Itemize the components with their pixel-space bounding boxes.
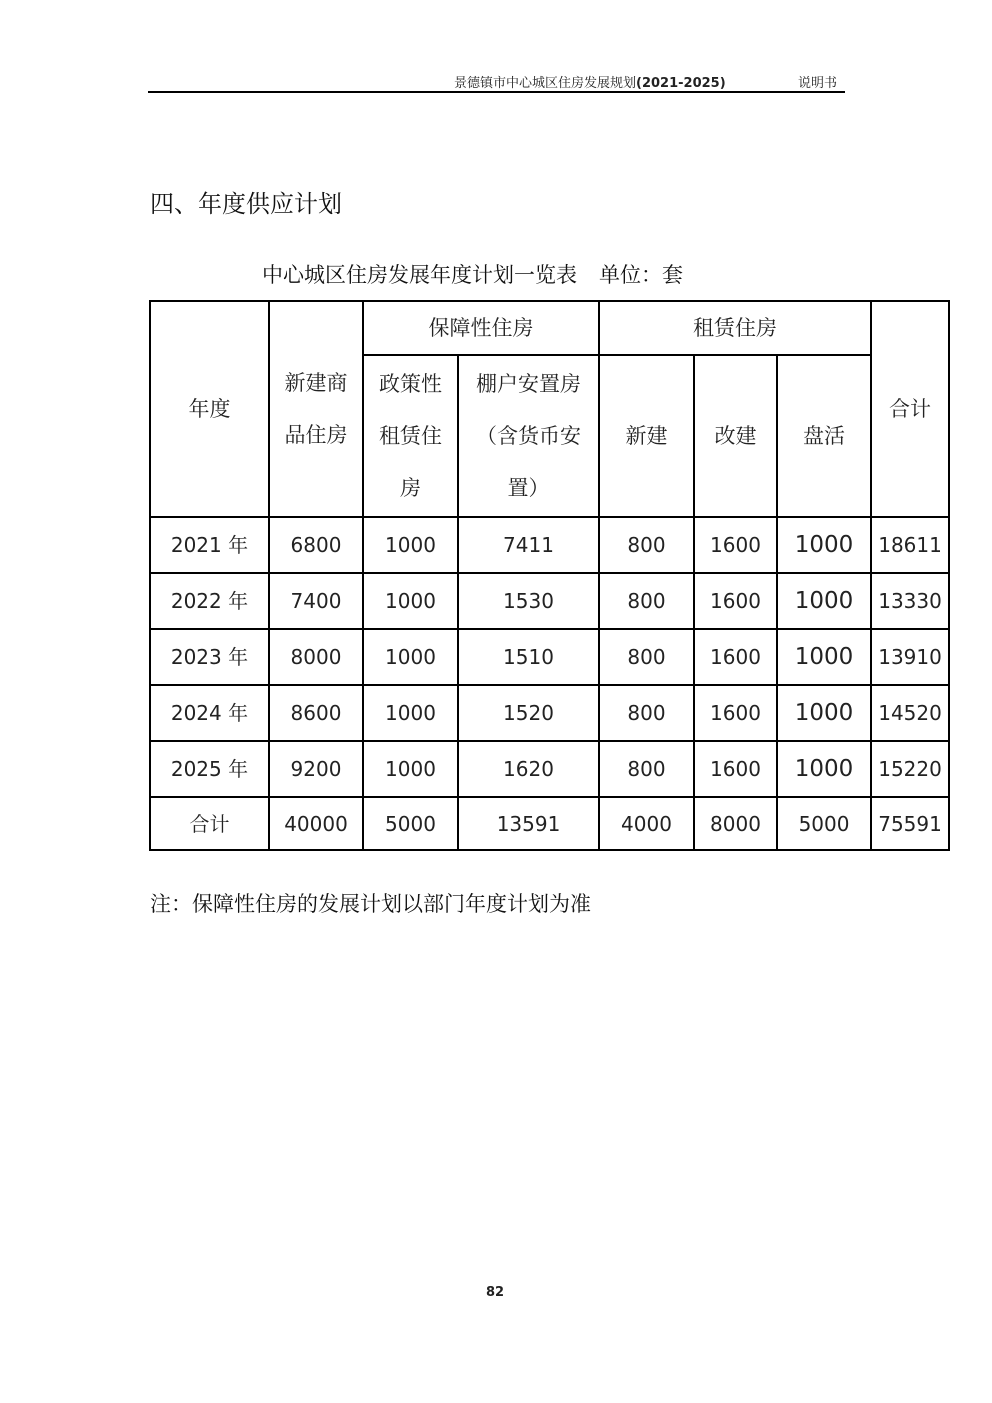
page-number: 82 [486, 1285, 505, 1300]
cell-rental-new: 800 [599, 573, 694, 629]
cell-year: 2022 年 [150, 573, 269, 629]
cell-rental-rebuild: 1600 [694, 685, 777, 741]
cell-commercial: 7400 [269, 573, 363, 629]
cell-year: 2025 年 [150, 741, 269, 797]
header-shantytown-line2: （含货币安 [476, 424, 581, 448]
cell-rental-revitalize: 1000 [777, 741, 871, 797]
table-caption [262, 259, 683, 289]
cell-policy-rental: 1000 [363, 573, 458, 629]
section-title: 四、年度供应计划 [150, 190, 342, 218]
cell-rental-new: 800 [599, 629, 694, 685]
cell-shantytown: 13591 [458, 797, 599, 850]
cell-commercial: 8600 [269, 685, 363, 741]
table-caption-unit: 单位：套 [599, 263, 683, 287]
header-shantytown-line1: 棚户安置房 [476, 372, 581, 396]
header-rental-housing: 租赁住房 [599, 301, 871, 355]
table-row [150, 573, 949, 629]
cell-shantytown: 1510 [458, 629, 599, 685]
cell-total: 13910 [871, 629, 949, 685]
cell-commercial: 6800 [269, 517, 363, 573]
header-commercial-line1: 新建商 [284, 371, 348, 395]
cell-policy-rental: 5000 [363, 797, 458, 850]
cell-rental-rebuild: 1600 [694, 573, 777, 629]
annual-plan-table [149, 300, 950, 851]
cell-rental-revitalize: 1000 [777, 573, 871, 629]
cell-year: 2023 年 [150, 629, 269, 685]
header-rental-rebuild: 改建 [694, 355, 777, 517]
cell-rental-new: 4000 [599, 797, 694, 850]
table-row [150, 629, 949, 685]
cell-shantytown: 7411 [458, 517, 599, 573]
cell-shantytown: 1620 [458, 741, 599, 797]
header-shantytown-line3: 置） [507, 476, 550, 500]
cell-rental-rebuild: 1600 [694, 741, 777, 797]
cell-rental-revitalize: 5000 [777, 797, 871, 850]
table-row [150, 517, 949, 573]
cell-rental-revitalize: 1000 [777, 629, 871, 685]
cell-commercial: 9200 [269, 741, 363, 797]
header-policy-rental-line3: 房 [400, 476, 421, 500]
cell-policy-rental: 1000 [363, 629, 458, 685]
cell-year: 2021 年 [150, 517, 269, 573]
table-total-row [150, 797, 949, 850]
header-commercial-housing [269, 301, 363, 517]
header-shantytown-resettlement [458, 355, 599, 517]
cell-policy-rental: 1000 [363, 517, 458, 573]
header-total: 合计 [871, 301, 949, 517]
cell-policy-rental: 1000 [363, 741, 458, 797]
cell-year: 合计 [150, 797, 269, 850]
cell-rental-rebuild: 1600 [694, 629, 777, 685]
table-caption-title: 中心城区住房发展年度计划一览表 [262, 263, 577, 287]
header-year: 年度 [150, 301, 269, 517]
cell-rental-new: 800 [599, 685, 694, 741]
cell-rental-new: 800 [599, 741, 694, 797]
cell-rental-new: 800 [599, 517, 694, 573]
cell-rental-rebuild: 1600 [694, 517, 777, 573]
header-affordable-housing: 保障性住房 [363, 301, 599, 355]
header-title-range: (2021-2025) [636, 76, 726, 91]
cell-rental-revitalize: 1000 [777, 517, 871, 573]
header-divider [148, 91, 845, 93]
header-commercial-line2: 品住房 [284, 423, 348, 447]
cell-total: 13330 [871, 573, 949, 629]
header-policy-rental [363, 355, 458, 517]
cell-commercial: 8000 [269, 629, 363, 685]
header-rental-new: 新建 [599, 355, 694, 517]
cell-rental-rebuild: 8000 [694, 797, 777, 850]
cell-shantytown: 1520 [458, 685, 599, 741]
document-header-label: 说明书 [798, 76, 838, 91]
cell-total: 15220 [871, 741, 949, 797]
cell-total: 75591 [871, 797, 949, 850]
header-policy-rental-line2: 租赁住 [379, 424, 442, 448]
header-policy-rental-line1: 政策性 [379, 372, 442, 396]
table-row [150, 741, 949, 797]
document-header-title [454, 72, 726, 91]
header-title-text: 景德镇市中心城区住房发展规划 [454, 76, 637, 91]
table-footnote: 注：保障性住房的发展计划以部门年度计划为准 [150, 892, 591, 916]
cell-commercial: 40000 [269, 797, 363, 850]
cell-total: 14520 [871, 685, 949, 741]
header-rental-revitalize: 盘活 [777, 355, 871, 517]
cell-total: 18611 [871, 517, 949, 573]
cell-year: 2024 年 [150, 685, 269, 741]
cell-policy-rental: 1000 [363, 685, 458, 741]
table-row [150, 685, 949, 741]
cell-shantytown: 1530 [458, 573, 599, 629]
cell-rental-revitalize: 1000 [777, 685, 871, 741]
